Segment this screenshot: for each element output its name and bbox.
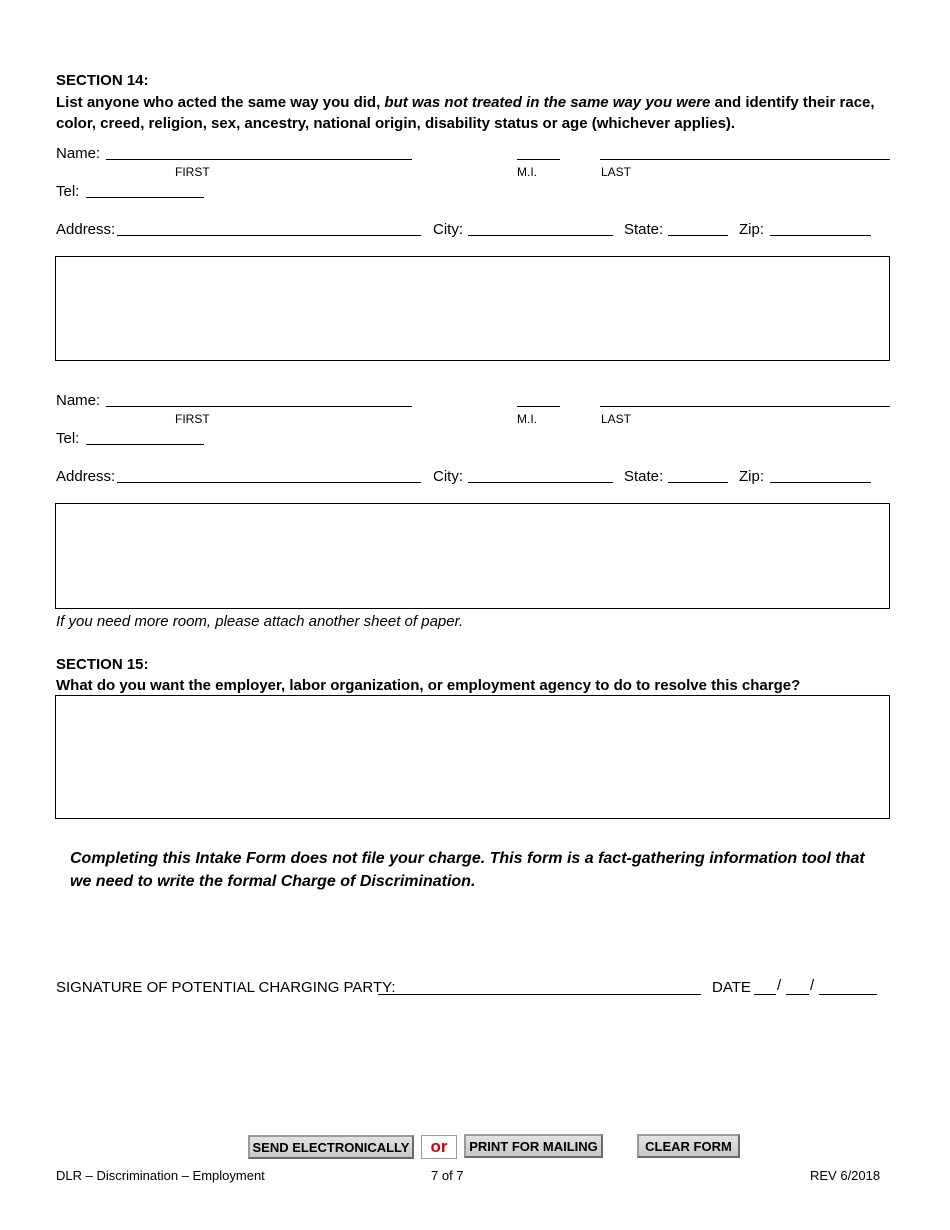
tel-label: Tel:: [56, 430, 80, 447]
zip-label: Zip:: [739, 468, 765, 485]
tel-label: Tel:: [56, 183, 80, 200]
more-room-note: If you need more room, please attach another sheet of paper.: [56, 613, 464, 630]
city-field[interactable]: [468, 482, 613, 483]
zip-field[interactable]: [770, 482, 871, 483]
footer-page-number: 7 of 7: [431, 1168, 464, 1183]
address-label: Address:: [56, 221, 116, 238]
intake-notice: Completing this Intake Form does not file your charge. This form is a fact-gathering information tool that we need to write the formal Charge of Discrimination.: [70, 850, 865, 890]
address-field[interactable]: [117, 482, 421, 483]
address-field[interactable]: [117, 235, 421, 236]
first-caption: FIRST: [175, 165, 210, 179]
last-caption: LAST: [601, 165, 632, 179]
section14-instruction-line2: color, creed, religion, sex, ancestry, national origin, disability status or age (whichever applies).: [56, 115, 736, 132]
middle-initial-field[interactable]: [517, 159, 560, 160]
mi-caption: M.I.: [517, 412, 537, 426]
date-month-field[interactable]: [754, 994, 776, 995]
date-label: DATE: [712, 979, 751, 996]
first-caption: FIRST: [175, 412, 210, 426]
date-year-field[interactable]: [819, 994, 877, 995]
zip-label: Zip:: [739, 221, 765, 238]
first-name-field[interactable]: [106, 406, 412, 407]
last-name-field[interactable]: [600, 406, 890, 407]
date-separator: /: [810, 977, 815, 994]
state-field[interactable]: [668, 482, 728, 483]
or-label: or: [421, 1135, 457, 1159]
date-separator: /: [777, 977, 782, 994]
state-field[interactable]: [668, 235, 728, 236]
section14-instruction-italic: but was not treated in the same way you were: [384, 94, 711, 111]
resolution-textbox[interactable]: [55, 695, 890, 819]
section14-heading: SECTION 14:: [56, 72, 149, 89]
section14-instruction-end: and identify their race,: [710, 94, 875, 111]
print-for-mailing-button[interactable]: PRINT FOR MAILING: [464, 1134, 603, 1158]
signature-label: SIGNATURE OF POTENTIAL CHARGING PARTY:: [56, 979, 396, 996]
first-name-field[interactable]: [106, 159, 412, 160]
date-day-field[interactable]: [786, 994, 809, 995]
details-textbox-1[interactable]: [55, 256, 890, 361]
clear-form-button[interactable]: CLEAR FORM: [637, 1134, 740, 1158]
tel-field[interactable]: [86, 197, 204, 198]
signature-field[interactable]: [378, 994, 701, 995]
section14-instruction-start: List anyone who acted the same way you did,: [56, 94, 385, 111]
footer-doc-title: DLR – Discrimination – Employment: [56, 1168, 265, 1183]
mi-caption: M.I.: [517, 165, 537, 179]
city-label: City:: [433, 221, 463, 238]
name-label: Name:: [56, 392, 101, 409]
footer-revision: REV 6/2018: [810, 1168, 881, 1183]
middle-initial-field[interactable]: [517, 406, 560, 407]
address-label: Address:: [56, 468, 116, 485]
name-label: Name:: [56, 145, 101, 162]
section15-heading: SECTION 15:: [56, 656, 149, 673]
tel-field[interactable]: [86, 444, 204, 445]
section14-instruction: [56, 94, 875, 111]
state-label: State:: [624, 221, 664, 238]
section15-question: What do you want the employer, labor organization, or employment agency to do to resolve this charge?: [56, 677, 801, 694]
send-electronically-button[interactable]: SEND ELECTRONICALLY: [248, 1135, 414, 1159]
last-name-field[interactable]: [600, 159, 890, 160]
last-caption: LAST: [601, 412, 632, 426]
details-textbox-2[interactable]: [55, 503, 890, 609]
state-label: State:: [624, 468, 664, 485]
city-field[interactable]: [468, 235, 613, 236]
zip-field[interactable]: [770, 235, 871, 236]
city-label: City:: [433, 468, 463, 485]
